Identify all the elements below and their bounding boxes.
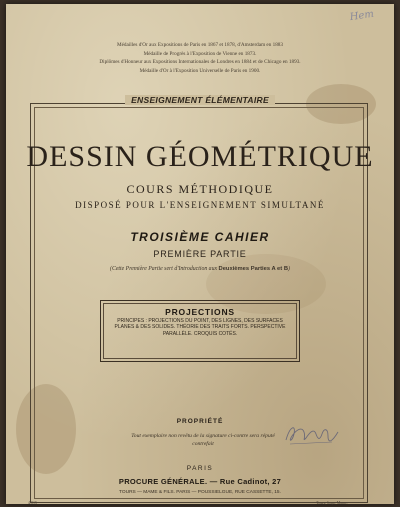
- volume-heading: TROISIÈME CAHIER: [130, 230, 270, 244]
- series-heading: [0, 95, 400, 105]
- series-heading-text: ENSEIGNEMENT ÉLÉMENTAIRE: [125, 95, 275, 105]
- subtitle-method: DISPOSÉ POUR L'ENSEIGNEMENT SIMULTANÉ: [75, 200, 325, 210]
- subtitle-course: COURS MÉTHODIQUE: [126, 182, 274, 196]
- publisher-city: PARIS: [186, 465, 214, 472]
- contents-title: PROJECTIONS: [165, 307, 235, 317]
- property-heading: PROPRIÉTÉ: [176, 418, 224, 425]
- catalog-code: 4.815: [28, 500, 37, 505]
- awards-list: [40, 41, 360, 75]
- contents-body: PRINCIPES : PROJECTIONS DU POINT, DES LIGNES, DES SURFACES PLANES & DES SOLIDES. THÉORIE DES TRAITS FORTS. PERSPECTIVE PARALLÈLE. CROQUIS COTÉS.: [114, 318, 286, 337]
- award-line: Médaille de Progrès à l'Exposition de Vienne en 1873.: [143, 50, 257, 57]
- signature-icon: [282, 420, 342, 448]
- award-line: Diplômes d'Honneur aux Expositions Internationales de Londres en 1884 et de Chicago en 1893.: [99, 59, 301, 65]
- introduction-note: [0, 266, 400, 272]
- note-prefix: (Cette Première Partie sert d'Introduction aux: [110, 266, 219, 272]
- distributor-line: TOURS — MAME & FILS. PARIS — POUSSIELGUE, RUE CASSETTE, 15.: [119, 490, 281, 495]
- printer-credit: Tours, Impr. Mame.: [316, 500, 348, 505]
- part-heading: PREMIÈRE PARTIE: [153, 249, 247, 259]
- handwritten-note: Hem: [349, 8, 375, 24]
- award-line: Médailles d'Or aux Expositions de Paris en 1867 et 1878, d'Amsterdam en 1883: [117, 42, 283, 48]
- page-title: DESSIN GÉOMÉTRIQUE: [26, 140, 374, 173]
- property-notice: Tout exemplaire non revêtu de la signature ci-contre sera réputé contrefait: [131, 433, 275, 447]
- publisher-address: PROCURE GÉNÉRALE. — Rue Cadinot, 27: [118, 477, 282, 486]
- contents-box-inner: [103, 303, 297, 359]
- note-suffix: ): [288, 266, 290, 272]
- award-line: Médaille d'Or à l'Exposition Universelle de Paris en 1900.: [139, 67, 261, 74]
- note-bold: Deuxièmes Parties A et B: [218, 266, 289, 272]
